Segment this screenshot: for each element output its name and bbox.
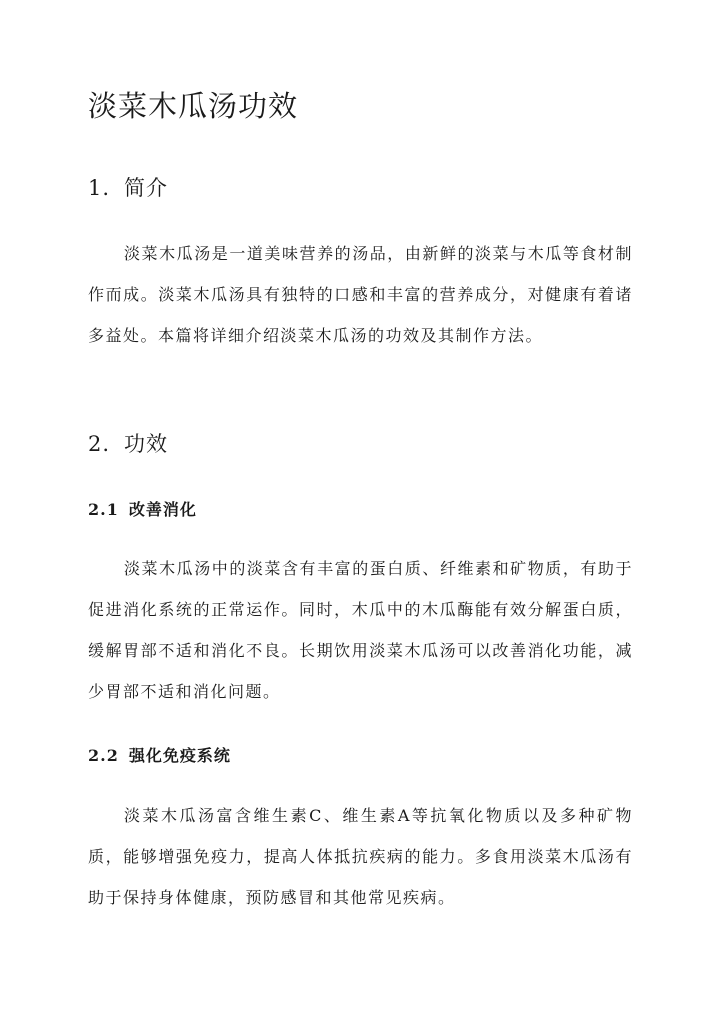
digestion-paragraph: 淡菜木瓜汤中的淡菜含有丰富的蛋白质、纤维素和矿物质，有助于促进消化系统的正常运作。同时，木瓜中的木瓜酶能有效分解蛋白质，缓解胃部不适和消化不良。长期饮用淡菜木瓜汤可以改善消化功能，减少胃部不适和消化问题。: [88, 559, 633, 701]
page-title: 淡菜木瓜汤功效: [88, 89, 299, 123]
subsection-number: 2.1: [88, 500, 119, 519]
intro-paragraph: 淡菜木瓜汤是一道美味营养的汤品，由新鲜的淡菜与木瓜等食材制作而成。淡菜木瓜汤具有独特的口感和丰富的营养成分，对健康有着诸多益处。本篇将详细介绍淡菜木瓜汤的功效及其制作方法。: [88, 244, 633, 345]
subsection-heading-immunity: [88, 743, 231, 769]
section-number: 2.: [88, 432, 111, 456]
subsection-title: 改善消化: [128, 500, 197, 519]
immunity-paragraph: 淡菜木瓜汤富含维生素C、维生素A等抗氧化物质以及多种矿物质，能够增强免疫力，提高人体抵抗疾病的能力。多食用淡菜木瓜汤有助于保持身体健康，预防感冒和其他常见疾病。: [88, 806, 633, 907]
section-number: 1.: [88, 176, 111, 200]
subsection-heading-digestion: [88, 497, 197, 523]
section-title: 简介: [124, 176, 169, 200]
subsection-number: 2.2: [88, 746, 119, 765]
section-heading-intro: [88, 172, 168, 204]
section-heading-benefits: [88, 428, 168, 460]
subsection-title: 强化免疫系统: [128, 746, 231, 765]
section-title: 功效: [124, 432, 169, 456]
